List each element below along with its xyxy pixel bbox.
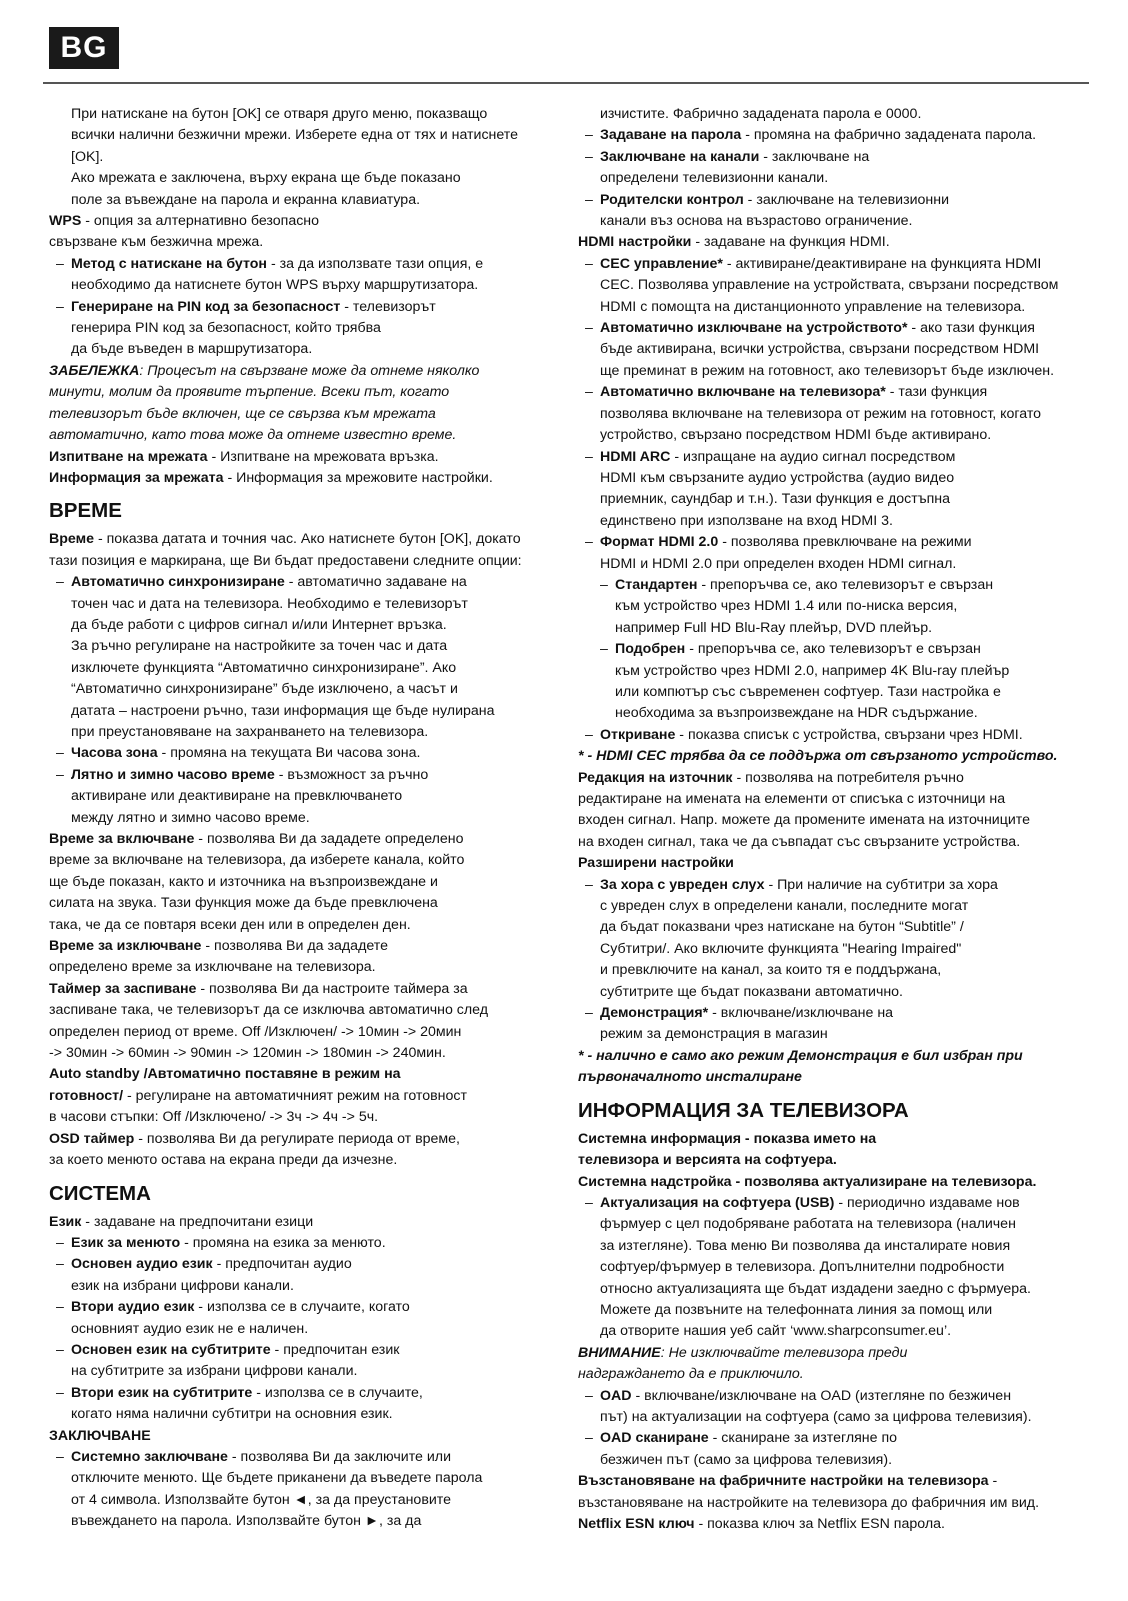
text-line: устройство, свързано посредством HDMI бъде активирано. (600, 427, 992, 444)
off-time-item: Време за изключване - позволява Ви да зададете (49, 938, 388, 955)
text-line: фърмуер с цел подобряване работата на телевизора (наличен (600, 1216, 1016, 1233)
text-line: от 4 символа. Използвайте бутон ◄, за да преустановите (71, 1491, 452, 1508)
text-line: всички налични безжични мрежи. Изберете една от тях и натиснете (71, 127, 519, 144)
text-line: редактиране на имената на елементи от списъка с източници на (578, 791, 1006, 807)
discovery-item: – Откриване - показва списък с устройства, свързани чрез HDMI. (578, 725, 1088, 746)
osd-timer-item: OSD таймер - позволява Ви да регулирате периода от време, (49, 1130, 460, 1147)
text-line: Можете да позвъните на телефонната линия за помощ или (600, 1301, 993, 1318)
text-line: изчистите. Фабрично зададената парола е 0000. (600, 106, 922, 122)
text-line: режим за демонстрация в магазин (600, 1026, 828, 1043)
text-line: единствено при използване на вход HDMI 3. (600, 512, 893, 529)
dst-item: – Лятно и зимно часово време - възможност за ръчно (49, 765, 559, 786)
language-badge: BG (49, 27, 119, 69)
secondary-audio-item: – Втори аудио език - използва се в случаите, когато (49, 1297, 559, 1318)
language-item: Език - задаване на предпочитани езици (49, 1213, 314, 1230)
text-line: бъде активирана, всички устройства, свързани посредством HDMI (600, 341, 1040, 358)
text-line: приемник, саундбар и т.н.). Тази функция е достъпна (600, 491, 950, 508)
text-line: Ако мрежата е заключена, върху екрана ще бъде показано (71, 170, 461, 187)
text-line: основният аудио език не е наличен. (71, 1320, 309, 1337)
lock-subheading: ЗАКЛЮЧВАНЕ (49, 1427, 151, 1444)
cec-control-item: – CEC управление* - активиране/деактивиране на функцията HDMI (578, 254, 1088, 275)
text-line: на входен сигнал, така че да съвпадат със свързаните устройства. (578, 833, 1021, 850)
text-line: между лятно и зимно часово време. (71, 809, 310, 826)
text-line: отключите менюто. Ще бъдете приканени да въведете парола (71, 1470, 483, 1487)
text-line: активиране или деактивиране на превключването (71, 788, 403, 805)
text-line: точен час и дата на телевизора. Необходимо е телевизорът (71, 595, 468, 612)
text-line: При натискане на бутон [OK] се отваря друго меню, показващо (71, 106, 488, 122)
section-heading-tv-info: ИНФОРМАЦИЯ ЗА ТЕЛЕВИЗОРА (578, 1098, 909, 1122)
hdmi-arc-item: – HDMI ARC - изпращане на аудио сигнал посредством (578, 447, 1088, 468)
text-line: за изтегляне). Това меню Ви позволява да инсталирате новия (600, 1237, 1011, 1254)
source-edit-item: Редакция на източник - позволява на потребителя ръчно (578, 769, 964, 786)
note-line: телевизорът бъде включен, ще се свързва към мрежата (49, 405, 436, 422)
hearing-impaired-item: – За хора с увреден слух - При наличие на субтитри за хора (578, 875, 1088, 896)
note-line: автоматично, като това може да отнеме известно време. (49, 427, 457, 444)
secondary-subtitle-item: – Втори език на субтитрите - използва се в случаите, (49, 1383, 559, 1404)
text-line: -> 30мин -> 60мин -> 90мин -> 120мин -> 180мин -> 240мин. (49, 1045, 446, 1062)
text-line: път) на актуализации на софтуера (само за цифрова телевизия). (600, 1408, 1032, 1425)
channel-lock-item: – Заключване на канали - заключване на (578, 147, 1088, 168)
text-line: CEC. Позволява управление на устройствата, свързани посредством (600, 277, 1059, 294)
text-line: в часови стъпки: Off /Изключено/ -> 3ч -> 4ч -> 5ч. (49, 1109, 379, 1126)
auto-standby-item: Auto standby /Автоматично поставяне в режим на (49, 1066, 401, 1083)
text-line: език на избрани цифрови канали. (71, 1277, 294, 1294)
text-line: [OK]. (71, 148, 104, 165)
text-line: с увреден слух в определени канали, последните могат (600, 898, 969, 915)
cec-footnote: * - HDMI CEC трябва да се поддържа от свързаното устройство. (578, 748, 1058, 765)
text-line: възстановяване на настройките на телевизора до фабричния им вид. (578, 1494, 1040, 1511)
text-line: и превключите на канал, за които тя е поддържана, (600, 962, 942, 979)
text-line: входен сигнал. Напр. можете да промените имената на източниците (578, 812, 1030, 829)
set-password-item: – Задаване на парола - промяна на фабрично зададената парола. (578, 125, 1088, 146)
section-heading-time: ВРЕМЕ (49, 499, 122, 523)
header-divider (43, 82, 1089, 84)
system-info-item: телевизора и версията на софтуера. (578, 1152, 837, 1169)
primary-subtitle-item: – Основен език на субтитрите - предпочитан език (49, 1340, 559, 1361)
text-line: така, че да се повтаря всеки ден или в определен ден. (49, 916, 411, 933)
text-line: канали въз основа на възрастово ограничение. (600, 213, 913, 230)
text-line: безжичен път (само за цифрова телевизия). (600, 1451, 893, 1468)
text-line: да бъде работи с цифров сигнал и/или Интернет връзка. (71, 616, 447, 633)
system-info-item: Системна информация - показва името на (578, 1130, 877, 1147)
text-line: ще бъде показан, както и източника на възпроизвеждане и (49, 873, 438, 890)
text-line: заспиване така, че телевизорът да се изключва автоматично след (49, 1002, 489, 1019)
menu-language-item: – Език за менюто - промяна на езика за менюто. (49, 1233, 559, 1254)
auto-tv-on-item: – Автоматично включване на телевизора* - тази функция (578, 382, 1088, 403)
text-line: определени телевизионни канали. (600, 170, 829, 187)
text-line: силата на звука. Тази функция може да бъде превключена (49, 895, 438, 912)
demo-item: – Демонстрация* - включване/изключване на (578, 1003, 1088, 1024)
oad-scan-item: – OAD сканиране - сканиране за изтегляне по (578, 1428, 1088, 1449)
text-line: при преустановяване на захранването на телевизора. (71, 723, 429, 740)
text-line: софтуер/фърмуер в телевизора. Допълнителни подробности (600, 1259, 1005, 1276)
standard-format-item: – Стандартен - препоръчва се, ако телевизорът е свързан (578, 575, 1088, 596)
primary-audio-item: – Основен аудио език - предпочитан аудио (49, 1254, 559, 1275)
left-column (49, 104, 559, 1533)
text-line: към устройство чрез HDMI 2.0, например 4K Blu-ray плейър (615, 662, 1010, 679)
oad-item: – OAD - включване/изключване на OAD (изтегляне по безжичен (578, 1386, 1088, 1407)
demo-footnote: първоначалното инсталиране (578, 1069, 802, 1086)
note-line: минути, молим да проявите търпение. Всеки път, когато (49, 384, 450, 401)
text-line: да бъдат показвани чрез натискане на бутон “Subtitle” / (600, 919, 964, 936)
text-line: HDMI с помощта на дистанционното управление на телевизора. (600, 298, 1026, 315)
factory-reset-item: Възстановяване на фабричните настройки на телевизора - (578, 1473, 998, 1490)
warning-line: ВНИМАНИЕ: Не изключвайте телевизора преди (578, 1344, 908, 1361)
text-line: За ръчно регулиране на настройките за точен час и дата (71, 638, 448, 655)
time-item: Време - показва датата и точния час. Ако натиснете бутон [OK], докато (49, 531, 521, 548)
network-info-item: Информация за мрежата - Информация за мрежовите настройки. (49, 469, 493, 486)
text-line: HDMI към свързаните аудио устройства (аудио видео (600, 469, 955, 486)
hdmi-settings-item: HDMI настройки - задаване на функция HDMI. (578, 234, 890, 251)
text-line: определено време за изключване на телевизора. (49, 959, 376, 976)
text-line: относно актуализацията ще бъдат издадени заедно с фърмуера. (600, 1280, 1031, 1297)
hdmi-format-item: – Формат HDMI 2.0 - позволява превключване на режими (578, 532, 1088, 553)
usb-update-item: – Актуализация на софтуера (USB) - периодично издаваме нов (578, 1193, 1088, 1214)
text-line: на субтитрите за избрани цифрови канали. (71, 1363, 358, 1380)
wps-item: WPS - опция за алтернативно безопасно (49, 213, 320, 230)
text-line: въвеждането на парола. Използвайте бутон ►, за да (71, 1513, 422, 1530)
time-zone-item: – Часова зона - промяна на текущата Ви часова зона. (49, 743, 559, 764)
text-line: например Full HD Blu-Ray плейър, DVD плейър. (615, 619, 933, 636)
sleep-timer-item: Таймер за заспиване - позволява Ви да настроите таймера за (49, 980, 468, 997)
text-line: Субтитри/. Ако включите функцията "Hearing Impaired" (600, 940, 962, 957)
section-heading-system: СИСТЕМА (49, 1181, 151, 1205)
enhanced-format-item: – Подобрен - препоръчва се, ако телевизорът е свързан (578, 639, 1088, 660)
text-line: определен период от време. Off /Изключен/ -> 10мин -> 20мин (49, 1023, 462, 1040)
text-line: HDMI и HDMI 2.0 при определен входен HDMI сигнал. (600, 555, 957, 572)
text-line: изключете функцията “Автоматично синхронизиране”. Ако (71, 659, 457, 676)
text-line: когато няма налични субтитри на основния език. (71, 1406, 393, 1423)
auto-device-off-item: – Автоматично изключване на устройството* - ако тази функция (578, 318, 1088, 339)
netflix-esn-item: Netflix ESN ключ - показва ключ за Netflix ESN парола. (578, 1516, 945, 1532)
auto-standby-item: готовност/ - регулиране на автоматичният режим на готовност (49, 1087, 467, 1104)
text-line: субтитрите ще бъдат показвани автоматично. (600, 983, 903, 1000)
text-line: за което менюто остава на екрана преди да изчезне. (49, 1152, 398, 1169)
auto-sync-item: – Автоматично синхронизиране - автоматично задаване на (49, 572, 559, 593)
text-line: “Автоматично синхронизиране” бъде изключено, а часът и (71, 681, 458, 698)
text-line: поле за въвеждане на парола и екранна клавиатура. (71, 191, 421, 208)
note-line: ЗАБЕЛЕЖКА: Процесът на свързване може да отнеме няколко (49, 362, 480, 379)
push-button-method-item: – Метод с натискане на бутон - за да използвате тази опция, е (49, 254, 559, 275)
on-time-item: Време за включване - позволява Ви да зададете определено (49, 831, 464, 847)
pin-generation-item: – Генериране на PIN код за безопасност - телевизорът (49, 297, 559, 318)
parental-control-item: – Родителски контрол - заключване на телевизионни (578, 190, 1088, 211)
text-line: ще преминат в режим на готовност, ако телевизорът бъде изключен. (600, 362, 1055, 379)
text-line: да бъде въведен в маршрутизатора. (71, 341, 313, 358)
right-column (578, 104, 1088, 1535)
text-line: тази позиция е маркирана, ще Ви бъдат предоставени следните опции: (49, 552, 522, 569)
network-test-item: Изпитване на мрежата - Изпитване на мрежовата връзка. (49, 448, 439, 465)
text-line: необходимо да натиснете бутон WPS върху маршрутизатора. (71, 277, 479, 294)
warning-line: надграждането да е приключило. (578, 1366, 804, 1383)
text-line: необходима за възпроизвеждане на HDR съдържание. (615, 705, 978, 722)
text-line: към устройство чрез HDMI 1.4 или по-ниска версия, (615, 598, 958, 615)
text-line: да отворите нашия уеб сайт ‘www.sharpconsumer.eu’. (600, 1323, 952, 1340)
text-line: или компютър със съвременен софтуер. Тази настройка е (615, 683, 1001, 700)
advanced-settings-subheading: Разширени настройки (578, 855, 734, 872)
text-line: свързване към безжична мрежа. (49, 234, 264, 251)
text-line: време за включване на телевизора, да изберете канала, който (49, 852, 465, 869)
text-line: генерира PIN код за безопасност, който трябва (71, 320, 381, 337)
text-line: позволява включване на телевизора от режим на готовност, когато (600, 405, 1042, 422)
demo-footnote: * - налично е само ако режим Демонстрация е бил избран при (578, 1047, 1023, 1064)
system-lock-item: – Системно заключване - позволява Ви да заключите или (49, 1447, 559, 1468)
system-upgrade-item: Системна надстройка - позволява актуализиране на телевизора. (578, 1173, 1037, 1190)
text-line: датата – настроени ръчно, тази информация ще бъде нулирана (71, 702, 495, 719)
